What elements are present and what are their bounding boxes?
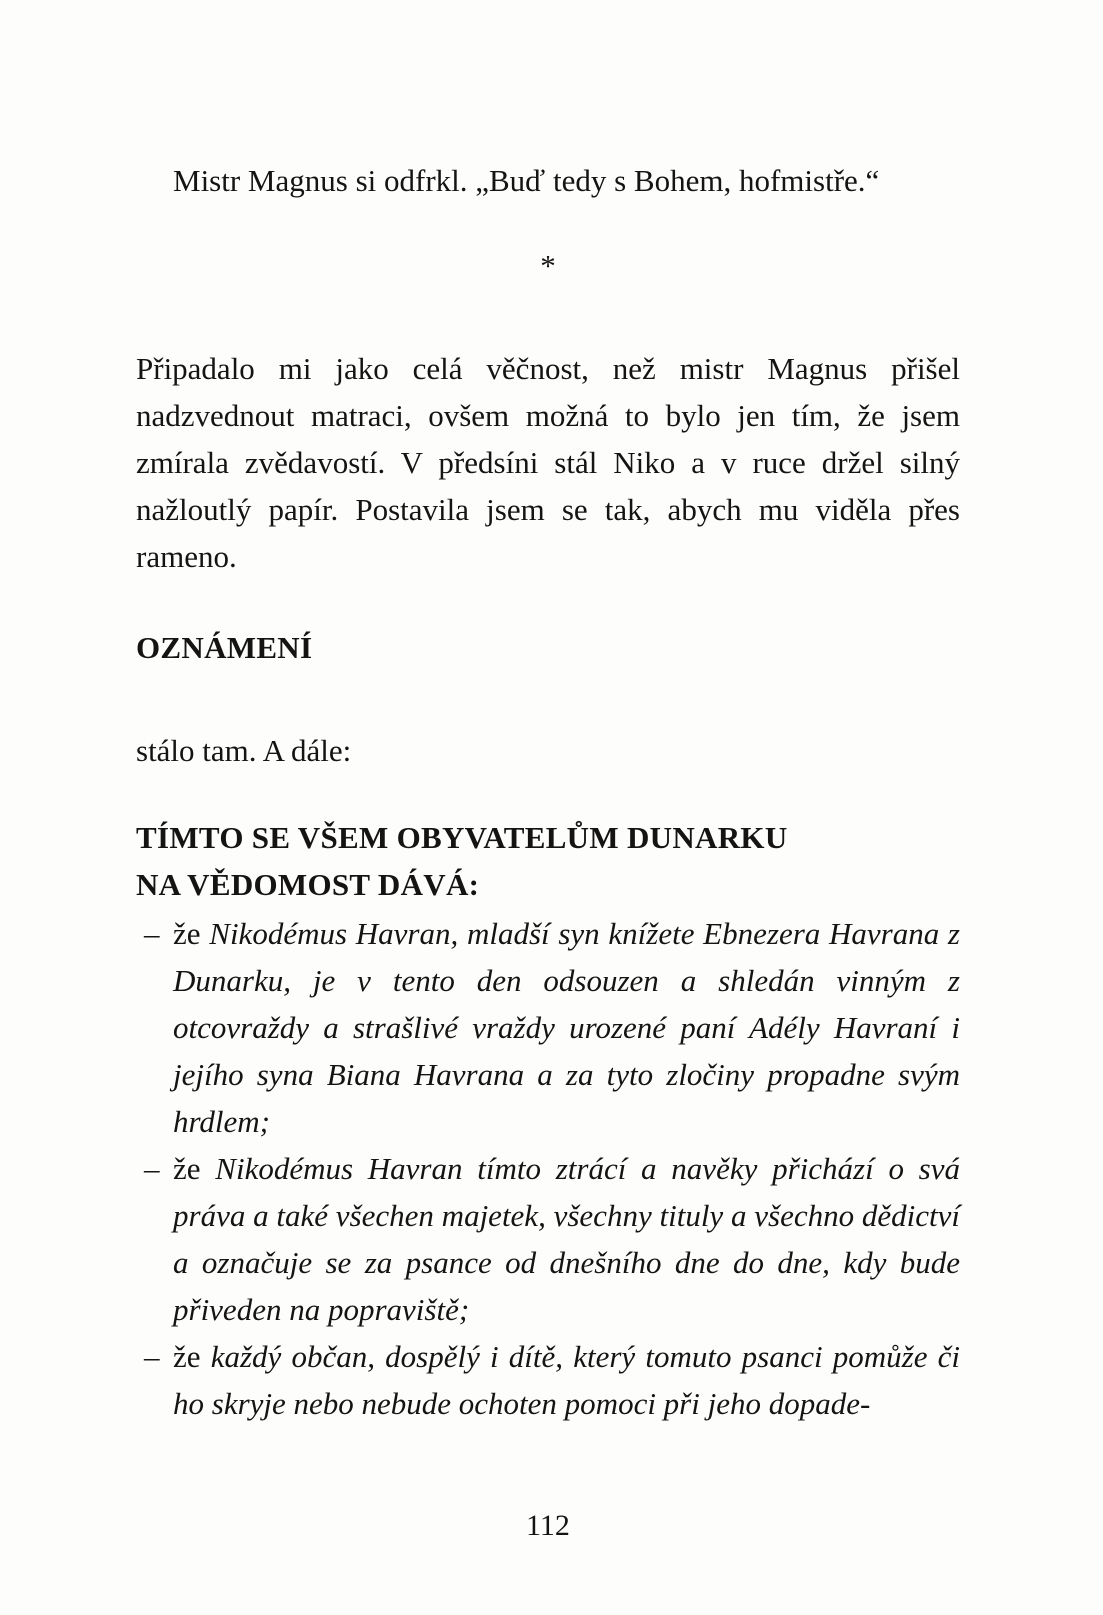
decree-item-2 <box>136 1145 960 1333</box>
decree-item-3 <box>136 1333 960 1427</box>
notice-heading: OZNÁMENÍ <box>136 630 313 665</box>
dash-marker: – <box>144 1151 160 1186</box>
dash-marker: – <box>144 1339 160 1374</box>
proclamation-heading-line1: TÍMTO SE VŠEM OBYVATELŮM DUNARKU <box>136 820 788 855</box>
decree-item-text: Nikodémus Havran, mladší syn knížete Ebnezera Havrana z Dunarku, je v tento den odsouzen a shledán vinným z otcovraždy a strašlivé vraždy urozené paní Adély Havraní i jejího syna Biana Havrana a za tyto zločiny propadne svým hrdlem; <box>173 916 960 1139</box>
decree-item-lead: že <box>173 1151 201 1186</box>
dash-marker: – <box>144 916 160 951</box>
proclamation-heading <box>136 814 960 908</box>
decree-item-lead: že <box>173 916 201 951</box>
notice-caption: stálo tam. A dále: <box>136 733 352 768</box>
decree-item-1 <box>136 910 960 1145</box>
decree-item-text: každý občan, dospělý i dítě, který tomuto psanci pomůže či ho skryje nebo nebude ochoten pomoci při jeho dopade- <box>173 1339 961 1421</box>
dialogue-paragraph: Mistr Magnus si odfrkl. „Buď tedy s Bohem, hofmistře.“ <box>173 163 880 198</box>
narrative-paragraph: Připadalo mi jako celá věčnost, než mistr Magnus přišel nadzvednout matraci, ovšem možná to bylo jen tím, že jsem zmírala zvědavostí. V předsíni stál Niko a v ruce držel silný nažloutlý papír. Postavila jsem se tak, abych mu viděla přes rameno. <box>136 351 960 574</box>
scene-break-asterisk: * <box>540 248 556 283</box>
decree-item-text: Nikodémus Havran tímto ztrácí a navěky přichází o svá práva a také všechen majetek, všechny tituly a všechno dědictví a označuje se za psance od dnešního dne do dne, kdy bude přiveden na popraviště; <box>173 1151 961 1327</box>
proclamation-heading-line2: NA VĚDOMOST DÁVÁ: <box>136 867 480 902</box>
page-number: 112 <box>526 1509 570 1542</box>
decree-list <box>136 910 960 1427</box>
decree-item-lead: že <box>173 1339 201 1374</box>
